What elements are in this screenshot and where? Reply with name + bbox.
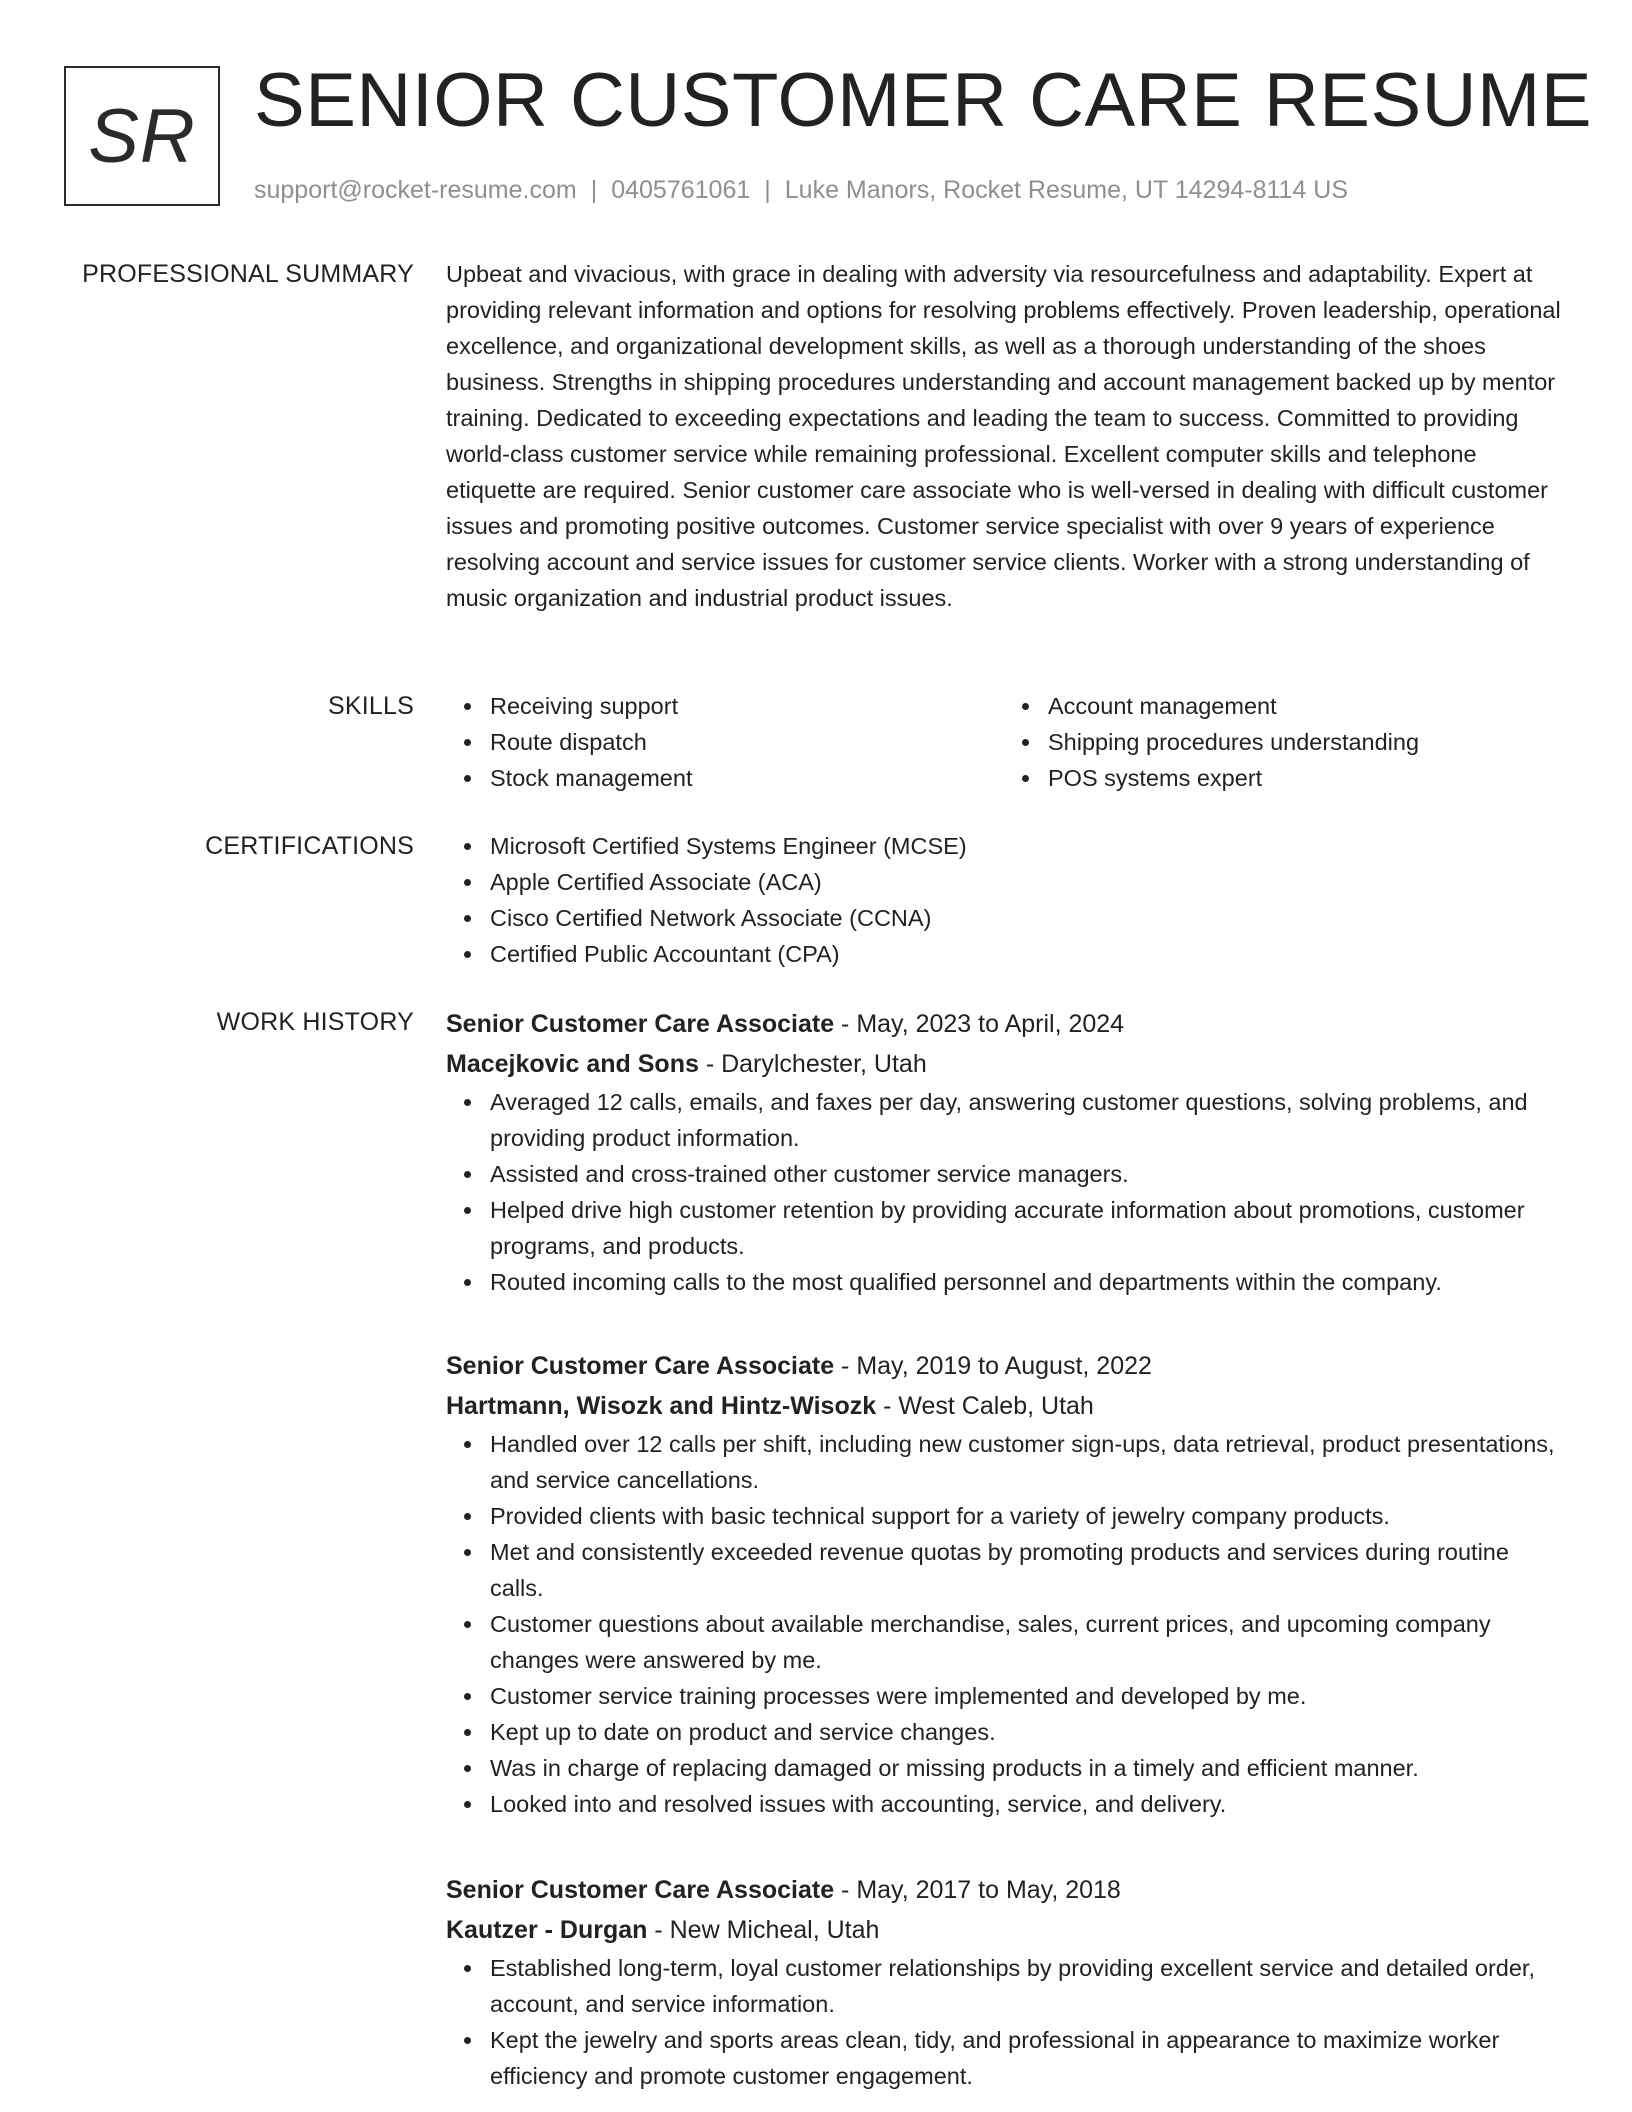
list-item: Averaged 12 calls, emails, and faxes per day, answering customer questions, solving problems, and providing product information. [490,1084,1562,1156]
job-title-line [446,1004,1562,1044]
skills-list-left [446,688,1004,796]
contact-address: Luke Manors, Rocket Resume, UT 14294-8114 US [784,176,1349,204]
job-title-line [446,1346,1562,1386]
contact-separator: | [590,176,598,204]
monogram-initials: SR [88,93,196,179]
job-company: Macejkovic and Sons [446,1050,699,1078]
job-dates: - May, 2017 to May, 2018 [834,1876,1121,1904]
contact-email[interactable]: support@rocket-resume.com [254,176,577,204]
skills-list-right [1004,688,1562,796]
skills-grid [446,688,1562,796]
list-item: Cisco Certified Network Associate (CCNA) [490,900,1562,936]
job-title: Senior Customer Care Associate [446,1352,835,1380]
job-dates: - May, 2019 to August, 2022 [834,1352,1152,1380]
list-item: Certified Public Accountant (CPA) [490,936,1562,972]
certifications-list [446,828,1562,972]
list-item: Routed incoming calls to the most qualified personnel and departments within the company. [490,1264,1562,1300]
job-title: Senior Customer Care Associate [446,1010,835,1038]
contact-line [254,174,1348,206]
section-label-summary: PROFESSIONAL SUMMARY [82,260,414,288]
job-company-line [446,1386,1562,1426]
list-item: Kept up to date on product and service changes. [490,1714,1562,1750]
list-item: Provided clients with basic technical support for a variety of jewelry company products. [490,1498,1562,1534]
list-item: Handled over 12 calls per shift, including new customer sign-ups, data retrieval, product presentations, and service cancellations. [490,1426,1562,1498]
list-item: Receiving support [490,688,1004,724]
certifications-body [446,828,1562,972]
section-label-work-history: WORK HISTORY [216,1008,414,1036]
list-item: Route dispatch [490,724,1004,760]
contact-phone[interactable]: 0405761061 [611,176,751,204]
list-item: Shipping procedures understanding [1048,724,1562,760]
summary-text: Upbeat and vivacious, with grace in dealing with adversity via resourcefulness and adaptability. Expert at providing relevant information and options for resolving problems effectively. Proven leadership, operational excellence, and organizational development skills, as well as a thorough understanding of the shoes business. Strengths in shipping procedures understanding and account management backed up by mentor training. Dedicated to exceeding expectations and leading the team to success. Committed to providing world-class customer service while remaining professional. Excellent computer skills and telephone etiquette are required. Senior customer care associate who is well-versed in dealing with difficult customer issues and promoting positive outcomes. Customer service specialist with over 9 years of experience resolving account and service issues for customer service clients. Worker with a strong understanding of music organization and industrial product issues. [446,261,1561,611]
resume-title: SENIOR CUSTOMER CARE RESUME [254,58,1593,143]
contact-separator: | [764,176,771,204]
job-title: Senior Customer Care Associate [446,1876,835,1904]
summary-body [446,256,1562,616]
list-item: Apple Certified Associate (ACA) [490,864,1562,900]
job-location: - Darylchester, Utah [698,1050,927,1078]
job-company: Kautzer - Durgan [446,1916,648,1944]
list-item: Kept the jewelry and sports areas clean, tidy, and professional in appearance to maximize worker efficiency and promote customer engagement. [490,2022,1562,2094]
list-item: Was in charge of replacing damaged or missing products in a timely and efficient manner. [490,1750,1562,1786]
list-item: Customer questions about available merchandise, sales, current prices, and upcoming company changes were answered by me. [490,1606,1562,1678]
job-duties-list [446,1950,1562,2094]
job-entry [446,1346,1562,1822]
job-title-line [446,1870,1562,1910]
section-label-certifications: CERTIFICATIONS [205,832,414,860]
monogram-box [64,66,220,206]
job-location: - New Micheal, Utah [647,1916,880,1944]
list-item: Assisted and cross-trained other customer service managers. [490,1156,1562,1192]
job-dates: - May, 2023 to April, 2024 [834,1010,1125,1038]
job-location: - West Caleb, Utah [876,1392,1094,1420]
section-label-skills: SKILLS [328,692,414,720]
job-entry [446,1004,1562,1300]
job-duties-list [446,1426,1562,1822]
job-company-line [446,1044,1562,1084]
list-item: Helped drive high customer retention by providing accurate information about promotions, customer programs, and products. [490,1192,1562,1264]
list-item: Account management [1048,688,1562,724]
list-item: Microsoft Certified Systems Engineer (MCSE) [490,828,1562,864]
list-item: Established long-term, loyal customer relationships by providing excellent service and detailed order, account, and service information. [490,1950,1562,2022]
job-company: Hartmann, Wisozk and Hintz-Wisozk [446,1392,877,1420]
job-duties-list [446,1084,1562,1300]
list-item: Met and consistently exceeded revenue quotas by promoting products and services during routine calls. [490,1534,1562,1606]
job-entry [446,1870,1562,2094]
list-item: Looked into and resolved issues with accounting, service, and delivery. [490,1786,1562,1822]
list-item: POS systems expert [1048,760,1562,796]
job-company-line [446,1910,1562,1950]
list-item: Stock management [490,760,1004,796]
list-item: Customer service training processes were implemented and developed by me. [490,1678,1562,1714]
